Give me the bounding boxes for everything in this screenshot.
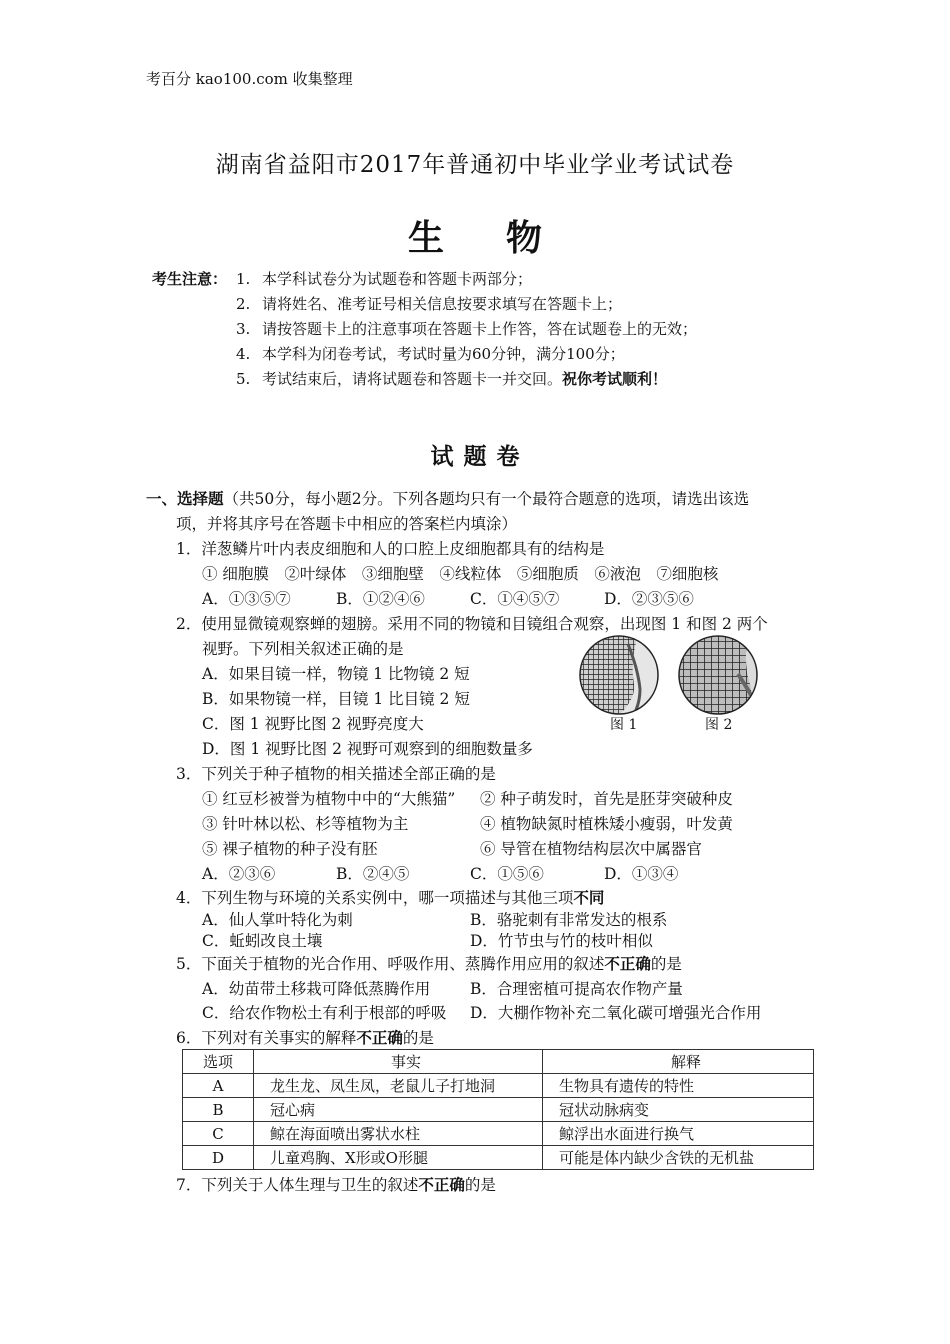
header-fact: 事实 <box>254 1050 543 1074</box>
figure-1-view <box>578 634 660 716</box>
part1-intro-1: （共50分，每小题2分。下列各题均只有一个最符合题意的选项，请选出该选 <box>223 490 750 508</box>
figure-2-view <box>677 634 759 716</box>
q4-stem-emphasis: 不同 <box>573 889 605 907</box>
q5-stem-emphasis: 不正确 <box>604 955 651 973</box>
q1-items: ① 细胞膜 ②叶绿体 ③细胞壁 ④线粒体 ⑤细胞质 ⑥液泡 ⑦细胞核 <box>202 565 719 583</box>
q2-option-c: C．图 1 视野比图 2 视野亮度大 <box>202 715 424 733</box>
q4-stem-text: 4．下列生物与环境的关系实例中，哪一项描述与其他三项 <box>176 889 574 907</box>
notice-item-5 <box>236 368 667 389</box>
figure-1-label: 图 1 <box>610 717 638 733</box>
table-header-row <box>183 1050 814 1074</box>
q7-stem-end: 的是 <box>464 1176 496 1194</box>
q1-option-a: A．①③⑤⑦ <box>202 590 291 608</box>
q1-stem: 1．洋葱鳞片叶内表皮细胞和人的口腔上皮细胞都具有的结构是 <box>176 540 605 558</box>
q2-option-a: A．如果目镜一样，物镜 1 比物镜 2 短 <box>202 665 470 683</box>
notice-item-4 <box>236 343 625 364</box>
q5-option-c: C．给农作物松土有利于根部的呼吸 <box>202 1004 447 1022</box>
q6-stem-text: 6．下列对有关事实的解释 <box>176 1029 357 1047</box>
q6-stem-end: 的是 <box>402 1029 434 1047</box>
row-fact: 儿童鸡胸、X形或O形腿 <box>254 1146 543 1170</box>
q5-stem <box>176 952 682 974</box>
q1-option-d: D．②③⑤⑥ <box>604 590 694 608</box>
subject-title: 生物 <box>407 218 604 259</box>
q2-option-d: D．图 1 视野比图 2 视野可观察到的细胞数量多 <box>202 740 533 758</box>
notice-item-2 <box>236 293 622 314</box>
row-option: C <box>183 1122 254 1146</box>
q4-option-a: A．仙人掌叶特化为刺 <box>202 911 353 929</box>
table-row <box>183 1122 814 1146</box>
microscope-figures <box>578 634 768 716</box>
part1-label: 一、选择题 <box>146 490 224 508</box>
table-row <box>183 1098 814 1122</box>
q6-stem <box>176 1026 434 1048</box>
notice-text: 考试结束后，请将试题卷和答题卡一并交回。 <box>262 370 563 388</box>
q4-option-c: C．蚯蚓改良土壤 <box>202 932 323 950</box>
row-explanation: 鲸浮出水面进行换气 <box>543 1122 814 1146</box>
q3-item-2: ② 种子萌发时，首先是胚芽突破种皮 <box>480 790 733 808</box>
notice-num: 1. <box>236 270 251 288</box>
q3-option-c: C．①⑤⑥ <box>470 865 544 883</box>
table-row <box>183 1146 814 1170</box>
notice-num: 2. <box>236 295 251 313</box>
good-luck-text: 祝你考试顺利！ <box>562 370 668 388</box>
q5-option-d: D．大棚作物补充二氧化碳可增强光合作用 <box>470 1004 762 1022</box>
header-note: 考百分 kao100.com 收集整理 <box>146 70 353 88</box>
row-explanation: 冠状动脉病变 <box>543 1098 814 1122</box>
q5-stem-text: 5．下面关于植物的光合作用、呼吸作用、蒸腾作用应用的叙述 <box>176 955 605 973</box>
q5-option-a: A．幼苗带土移栽可降低蒸腾作用 <box>202 980 431 998</box>
q1-option-c: C．①④⑤⑦ <box>470 590 560 608</box>
q5-option-b: B．合理密植可提高农作物产量 <box>470 980 683 998</box>
row-fact: 龙生龙、凤生凤，老鼠儿子打地洞 <box>254 1074 543 1098</box>
q7-stem <box>176 1173 496 1195</box>
facts-table <box>182 1049 814 1170</box>
q1-option-b: B．①②④⑥ <box>336 590 425 608</box>
q2-option-b: B．如果物镜一样，目镜 1 比目镜 2 短 <box>202 690 470 708</box>
q3-item-3: ③ 针叶林以松、杉等植物为主 <box>202 815 409 833</box>
figure-2-label: 图 2 <box>705 717 733 733</box>
q7-stem-emphasis: 不正确 <box>418 1176 465 1194</box>
notice-num: 4. <box>236 345 251 363</box>
notice-text: 本学科试卷分为试题卷和答题卡两部分； <box>262 270 533 288</box>
q3-item-1: ① 红豆杉被誉为植物中中的“大熊猫” <box>202 790 456 808</box>
q3-stem: 3．下列关于种子植物的相关描述全部正确的是 <box>176 765 496 783</box>
notice-item-3 <box>236 318 697 339</box>
row-option: B <box>183 1098 254 1122</box>
q7-stem-text: 7．下列关于人体生理与卫生的叙述 <box>176 1176 419 1194</box>
notice-label: 考生注意： <box>152 270 228 288</box>
notice-num: 3. <box>236 320 251 338</box>
section-title: 试题卷 <box>430 444 530 470</box>
table-row <box>183 1074 814 1098</box>
row-fact: 鲸在海面喷出雾状水柱 <box>254 1122 543 1146</box>
q6-stem-emphasis: 不正确 <box>356 1029 403 1047</box>
q3-option-d: D．①③④ <box>604 865 679 883</box>
notice-text: 请将姓名、准考证号相关信息按要求填写在答题卡上； <box>262 295 623 313</box>
q2-stem-1: 2．使用显微镜观察蝉的翅膀。采用不同的物镜和目镜组合观察，出现图 1 和图 2 两个 <box>176 615 768 633</box>
q3-item-5: ⑤ 裸子植物的种子没有胚 <box>202 840 378 858</box>
part1-intro <box>146 487 749 509</box>
notice-text: 请按答题卡上的注意事项在答题卡上作答，答在试题卷上的无效； <box>262 320 698 338</box>
q3-option-a: A．②③⑥ <box>202 865 276 883</box>
exam-title: 湖南省益阳市2017年普通初中毕业学业考试试卷 <box>215 152 735 178</box>
q3-item-6: ⑥ 导管在植物结构层次中属器官 <box>480 840 702 858</box>
header-explanation: 解释 <box>543 1050 814 1074</box>
q4-stem <box>176 886 604 908</box>
row-explanation: 可能是体内缺少含铁的无机盐 <box>543 1146 814 1170</box>
row-option: D <box>183 1146 254 1170</box>
part1-intro-2: 项，并将其序号在答题卡中相应的答案栏内填涂） <box>176 515 518 533</box>
header-option: 选项 <box>183 1050 254 1074</box>
row-option: A <box>183 1074 254 1098</box>
q4-option-d: D．竹节虫与竹的枝叶相似 <box>470 932 653 950</box>
row-explanation: 生物具有遗传的特性 <box>543 1074 814 1098</box>
q4-option-b: B．骆驼刺有非常发达的根系 <box>470 911 668 929</box>
q2-stem-2: 视野。下列相关叙述正确的是 <box>202 640 404 658</box>
q5-stem-end: 的是 <box>650 955 682 973</box>
row-fact: 冠心病 <box>254 1098 543 1122</box>
notice-text: 本学科为闭卷考试，考试时量为60分钟，满分100分； <box>262 345 625 363</box>
notice-item-1 <box>236 268 532 289</box>
q3-item-4: ④ 植物缺氮时植株矮小瘦弱，叶发黄 <box>480 815 733 833</box>
q3-option-b: B．②④⑤ <box>336 865 410 883</box>
notice-num: 5. <box>236 370 251 388</box>
